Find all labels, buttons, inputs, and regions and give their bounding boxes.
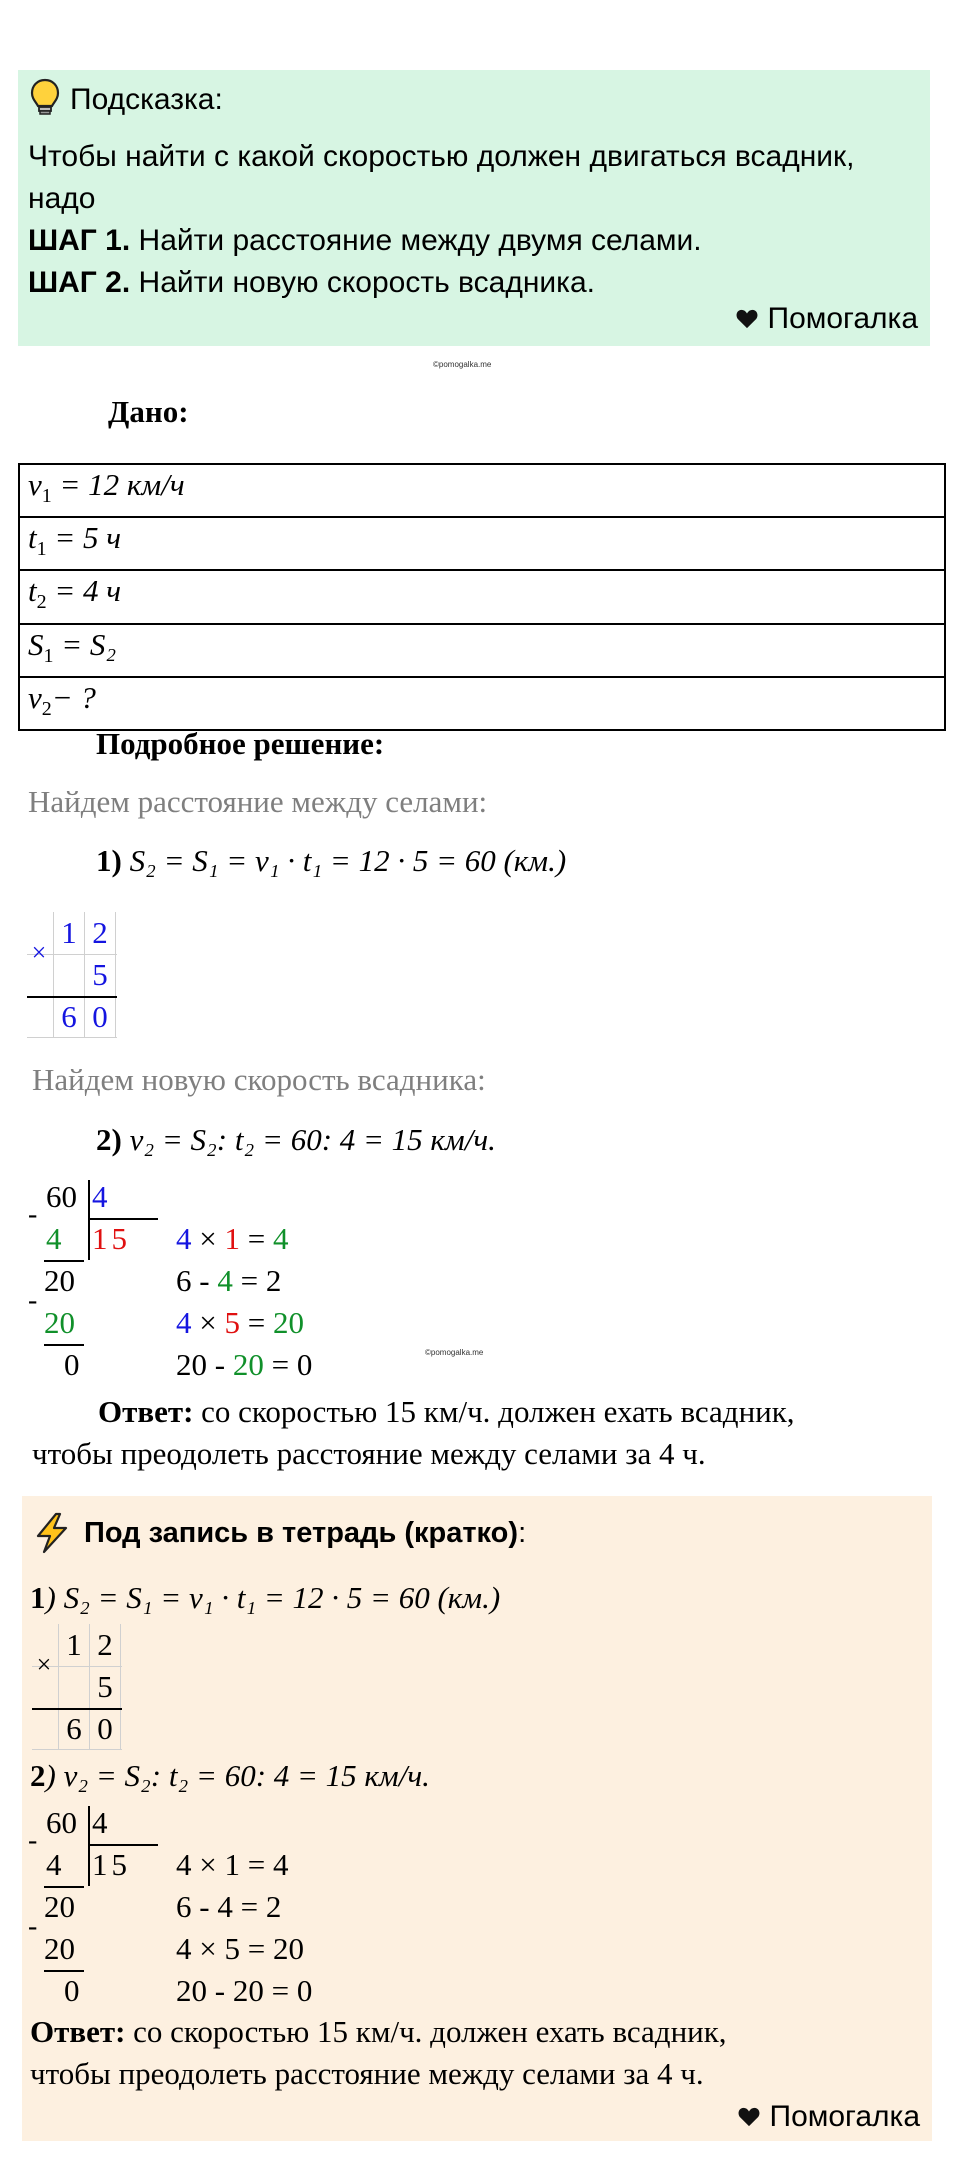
- division-dividend: 60: [46, 1179, 77, 1214]
- given-row: [19, 624, 945, 677]
- multiplication-grid: [27, 912, 117, 1038]
- hint-title: Подсказка:: [70, 82, 223, 116]
- solution-title: Подробное решение:: [96, 726, 385, 761]
- note-mult-a1: 1: [66, 1627, 82, 1662]
- note-minus-2: -: [28, 1911, 38, 1942]
- mult-digit-a2: 2: [92, 915, 108, 950]
- note-rem-2: 0: [64, 1973, 80, 2008]
- check-line-3: 4 × 5 = 20: [176, 1305, 304, 1340]
- hint-header: [30, 78, 223, 121]
- note-rem-1: 20: [44, 1889, 75, 1924]
- hint-step-2: [28, 262, 595, 304]
- step-1-formula: S₂ = S₁ = v₁ · t₁ = 12 · 5 = 60 (км.): [129, 843, 567, 878]
- given-table: [18, 463, 946, 731]
- given-cell: $S_1 = S_2$: [19, 624, 945, 677]
- given-row: [19, 464, 945, 517]
- step-2-formula: v₂ = S₂: t₂ = 60: 4 = 15 км/ч.: [129, 1122, 496, 1157]
- step-1-label: ШАГ 1.: [28, 224, 131, 257]
- step-1-equation: [96, 843, 566, 879]
- mult-result-2: 0: [92, 999, 108, 1034]
- watermark: ©pomogalka.me: [433, 360, 492, 369]
- answer-line-1: Ответ: со скоростью 15 км/ч. должен ехать всадник,: [98, 1394, 795, 1429]
- given-row: [19, 677, 945, 730]
- lightning-icon: [32, 1512, 72, 1554]
- watermark-2: ©pomogalka.me: [425, 1348, 484, 1357]
- minus-sign-1: -: [28, 1199, 38, 1230]
- division-sub-2: 20: [44, 1305, 75, 1340]
- note-mult-r2: 0: [97, 1711, 113, 1746]
- note-brand-label[interactable]: Помогалка: [738, 2100, 921, 2134]
- check-line-4: 20 - 20 = 0: [176, 1347, 313, 1382]
- check-line-2: 6 - 4 = 2: [176, 1263, 282, 1298]
- step-1-number: 1): [96, 843, 122, 878]
- given-cell: $t_1 = 5$ ч: [19, 517, 945, 570]
- check-line-1: 4 × 1 = 4: [176, 1221, 289, 1256]
- given-title: Дано:: [108, 394, 189, 429]
- note-minus-1: -: [28, 1825, 38, 1856]
- given-cell: $v_2-$ ?: [19, 677, 945, 730]
- minus-sign-2: -: [28, 1285, 38, 1316]
- notebook-header: Под запись в тетрадь (кратко) :: [32, 1512, 526, 1554]
- quotient: 1 5: [92, 1221, 127, 1256]
- note-divisor: 4: [92, 1805, 108, 1840]
- note-mult-r1: 6: [66, 1711, 82, 1746]
- brand-label[interactable]: [736, 302, 919, 336]
- mult-digit-b: 5: [92, 957, 108, 992]
- heart-icon: [738, 2106, 760, 2128]
- notebook-title: Под запись в тетрадь (кратко): [84, 1516, 519, 1549]
- given-row: [19, 570, 945, 623]
- given-cell: $t_2 = 4$ ч: [19, 570, 945, 623]
- answer-line-2: чтобы преодолеть расстояние между селами за 4 ч.: [32, 1436, 706, 1471]
- division-divisor: 4: [92, 1179, 108, 1214]
- hint-box: [18, 70, 930, 346]
- notebook-box: [22, 1496, 932, 2141]
- given-row: [19, 517, 945, 570]
- note-sub-2: 20: [44, 1931, 75, 1966]
- note-sub-1: 4: [46, 1847, 62, 1882]
- multiply-sign: ×: [31, 938, 47, 967]
- note-step-1: 1) S₂ = S₁ = v₁ · t₁ = 12 · 5 = 60 (км.): [30, 1580, 501, 1615]
- answer-label: Ответ:: [98, 1394, 194, 1429]
- step-1-text: Найти расстояние между двумя селами.: [130, 224, 702, 257]
- step-2-equation: [96, 1122, 496, 1158]
- step-2-text: Найти новую скорость всадника.: [130, 266, 595, 299]
- division-remainder-1: 20: [44, 1263, 75, 1298]
- note-mult-b: 5: [97, 1669, 113, 1704]
- heart-icon: [736, 308, 758, 330]
- note-answer-line-1: Ответ: со скоростью 15 км/ч. должен ехать всадник,: [30, 2014, 727, 2049]
- mult-digit-a1: 1: [61, 915, 77, 950]
- note-mult-a2: 2: [97, 1627, 113, 1662]
- note-dividend: 60: [46, 1805, 77, 1840]
- lightbulb-icon: [30, 78, 60, 121]
- division-remainder-2: 0: [64, 1347, 80, 1382]
- note-quotient: 1 5: [92, 1847, 127, 1882]
- hint-line-1: Чтобы найти с какой скоростью должен двигаться всадник,: [28, 140, 855, 173]
- note-step-2: 2) v₂ = S₂: t₂ = 60: 4 = 15 км/ч.: [30, 1758, 430, 1793]
- given-cell: $v_1 = 12$ км/ч: [19, 464, 945, 517]
- step-2-intro: Найдем новую скорость всадника:: [32, 1062, 486, 1097]
- note-checks: 4 × 1 = 4 6 - 4 = 2 4 × 5 = 20 20 - 20 = 0: [176, 1847, 313, 2008]
- step-2-label: ШАГ 2.: [28, 266, 131, 299]
- hint-line-2: надо: [28, 182, 96, 215]
- step-2-number: 2): [96, 1122, 122, 1157]
- note-multiplication-grid: [32, 1624, 122, 1750]
- step-1-intro: Найдем расстояние между селами:: [28, 784, 488, 819]
- note-answer-line-2: чтобы преодолеть расстояние между селами за 4 ч.: [30, 2056, 704, 2091]
- division-sub-1: 4: [46, 1221, 62, 1256]
- brand-text: Помогалка: [767, 302, 918, 335]
- hint-step-1: [28, 220, 702, 262]
- note-multiply-sign: ×: [36, 1650, 52, 1679]
- mult-result-1: 6: [61, 999, 77, 1034]
- division-checks: [176, 1218, 312, 1386]
